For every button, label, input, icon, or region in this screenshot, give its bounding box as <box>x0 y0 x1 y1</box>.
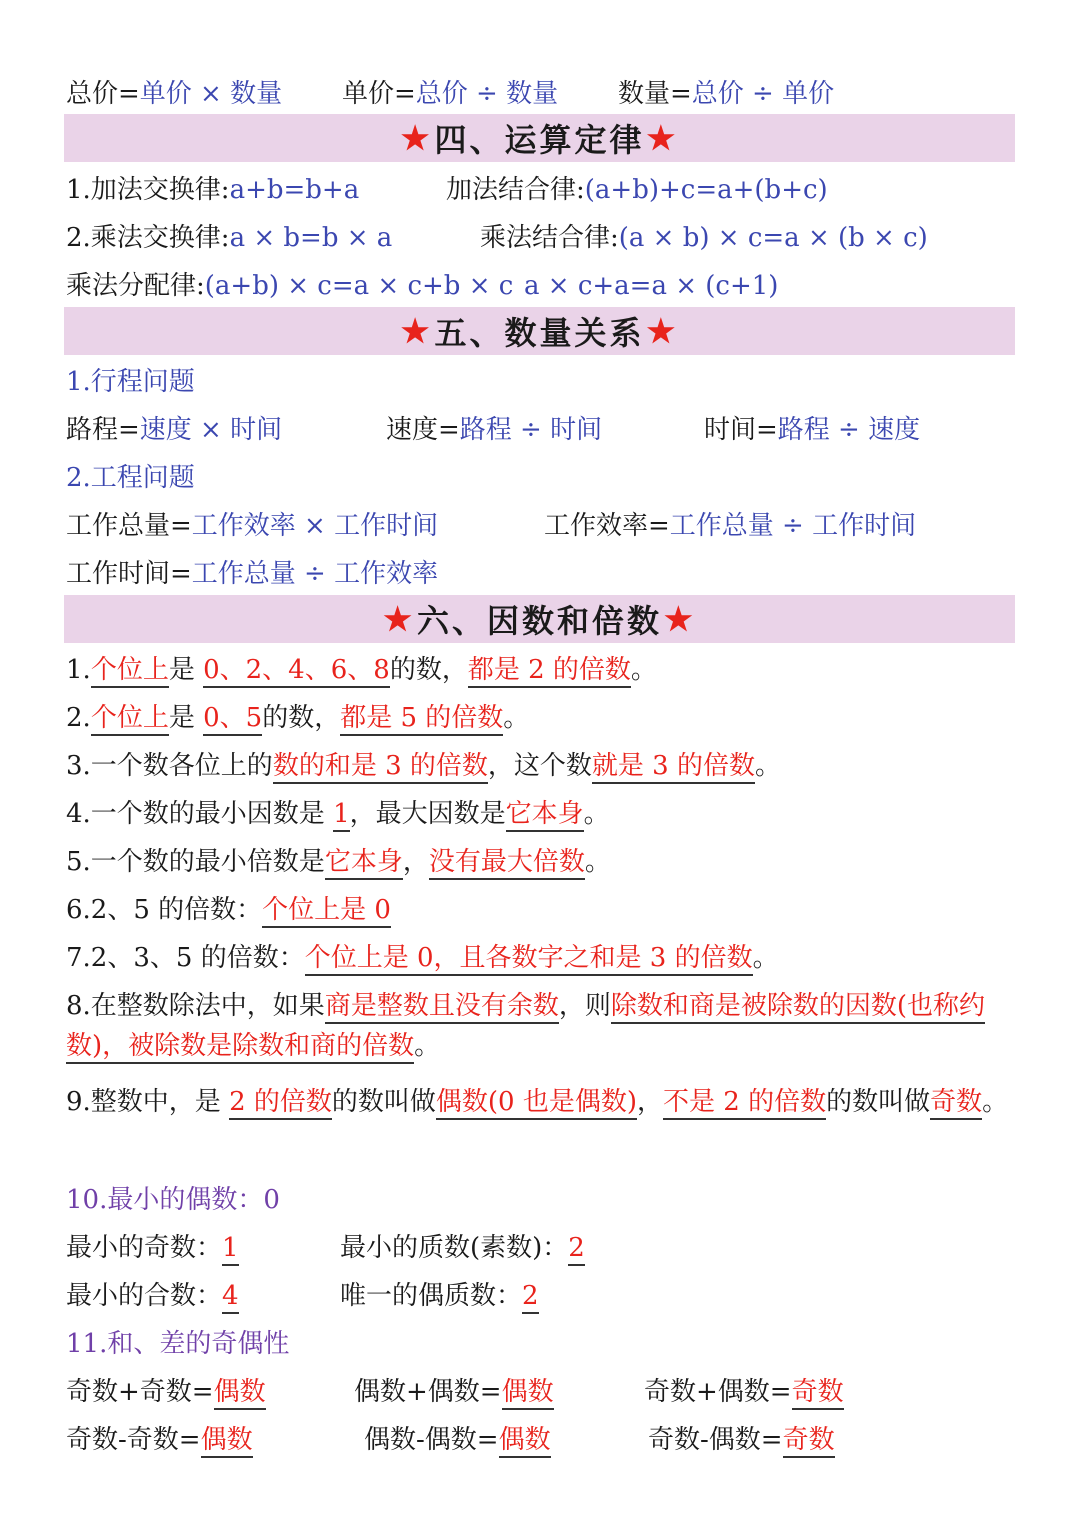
section-header-quantity-relations <box>64 307 1015 355</box>
item-text: 。 <box>583 799 610 829</box>
answer-blank: 没有最大倍数 <box>429 847 585 880</box>
answer-blank: 数的和是 3 的倍数 <box>273 751 488 784</box>
answer-blank: 除数和商是被除数的因数(也称约数)，被除数是除数和商的倍数 <box>66 991 985 1064</box>
parity-odd-plus-even: 奇数+偶数=奇数 <box>644 1372 844 1412</box>
formula-unit-price: 单价=总价 ÷ 数量 <box>342 79 559 109</box>
item-text: 是 <box>168 703 204 733</box>
formula-work-time: 工作时间=工作总量 ÷ 工作效率 <box>66 559 439 589</box>
section-title: 六、因数和倍数 <box>416 602 662 640</box>
answer-blank: 偶数(0 也是偶数) <box>436 1087 637 1120</box>
item-text: ，最大因数是 <box>349 799 506 829</box>
parity-even-plus-even: 偶数+偶数=偶数 <box>354 1372 554 1412</box>
item-text: 是 <box>168 655 204 685</box>
section-title: 四、运算定律 <box>434 121 645 159</box>
item-text: 。 <box>414 1031 441 1061</box>
star-icon: ★ <box>646 119 679 157</box>
formula-distance: 路程=速度 × 时间 <box>66 415 283 445</box>
section-header-factors-multiples <box>64 595 1015 643</box>
item-text: 的数， <box>389 655 468 685</box>
item-text: 。 <box>754 751 781 781</box>
min-prime: 最小的质数(素数)：2 <box>340 1228 585 1268</box>
item-text: 的数， <box>262 703 341 733</box>
min-composite: 最小的合数：4 <box>66 1276 239 1316</box>
star-icon: ★ <box>664 600 696 638</box>
answer-blank: 个位上是 0，且各数字之和是 3 的倍数 <box>305 943 753 976</box>
item-7 <box>66 938 1020 978</box>
item-text: 。 <box>752 943 779 973</box>
item-text: 1. <box>66 655 91 685</box>
only-even-prime: 唯一的偶质数：2 <box>340 1276 539 1316</box>
item-text: ，则 <box>558 991 611 1021</box>
answer-blank: 个位上 <box>91 703 169 736</box>
star-icon: ★ <box>400 312 433 350</box>
answer-blank: 不是 2 的倍数 <box>663 1087 826 1120</box>
answer-blank: 个位上 <box>91 655 169 688</box>
item-text: 3.一个数各位上的 <box>66 751 273 781</box>
item-text: 9.整数中，是 <box>66 1087 230 1117</box>
parity-even-minus-even: 偶数-偶数=偶数 <box>364 1420 551 1460</box>
item-1 <box>66 650 1020 690</box>
item-4 <box>66 794 1020 834</box>
distributive-law: 乘法分配律:(a+b) × c=a × c+b × c <box>66 271 514 301</box>
item-text: 2. <box>66 703 91 733</box>
formula-total-price: 总价=单价 × 数量 <box>66 79 283 109</box>
parity-odd-plus-odd: 奇数+奇数=偶数 <box>66 1372 266 1412</box>
min-odd: 最小的奇数：1 <box>66 1228 239 1268</box>
subheading-parity: 11.和、差的奇偶性 <box>66 1329 290 1359</box>
star-icon: ★ <box>400 119 433 157</box>
formula-time: 时间=路程 ÷ 速度 <box>704 415 921 445</box>
subheading-work: 2.工程问题 <box>66 463 195 493</box>
multiplication-associative: 乘法结合律:(a × b) × c=a × (b × c) <box>480 223 928 253</box>
item-6 <box>66 890 1020 930</box>
answer-blank: 都是 5 的倍数 <box>340 703 503 736</box>
star-icon: ★ <box>646 312 679 350</box>
item-text: 。 <box>503 703 530 733</box>
answer-blank: 奇数 <box>930 1087 982 1120</box>
item-8 <box>66 986 1020 1066</box>
item-text: 5.一个数的最小倍数是 <box>66 847 325 877</box>
formula-work-efficiency: 工作效率=工作总量 ÷ 工作时间 <box>544 511 917 541</box>
item-text: 。 <box>584 847 611 877</box>
answer-blank: 1 <box>333 799 350 832</box>
answer-blank: 个位上是 0 <box>262 895 391 928</box>
item-text: ， <box>402 847 429 877</box>
answer-blank: 0、2、4、6、8 <box>203 655 390 688</box>
addition-associative: 加法结合律:(a+b)+c=a+(b+c) <box>446 175 828 205</box>
item-text: 。 <box>982 1087 1009 1117</box>
item-text: 的数叫做 <box>331 1087 436 1117</box>
formula-speed: 速度=路程 ÷ 时间 <box>386 415 603 445</box>
item-text: 的数叫做 <box>826 1087 931 1117</box>
item-text: ， <box>637 1087 664 1117</box>
answer-blank: 都是 2 的倍数 <box>468 655 631 688</box>
item-3 <box>66 746 1020 786</box>
section-title: 五、数量关系 <box>434 314 645 352</box>
answer-blank: 它本身 <box>325 847 403 880</box>
item-5 <box>66 842 1020 882</box>
item-text: 。 <box>630 655 657 685</box>
item-text: 4.一个数的最小因数是 <box>66 799 334 829</box>
answer-blank: 它本身 <box>506 799 584 832</box>
item-text: 8.在整数除法中，如果 <box>66 991 325 1021</box>
item-text: ，这个数 <box>487 751 592 781</box>
answer-blank: 0、5 <box>203 703 262 736</box>
item-text: 7.2、3、5 的倍数： <box>66 943 305 973</box>
distributive-variant: a × c+a=a × (c+1) <box>524 271 779 301</box>
item-text: 6.2、5 的倍数： <box>66 895 263 925</box>
item-9 <box>66 1082 1020 1122</box>
answer-blank: 2 的倍数 <box>229 1087 332 1120</box>
parity-odd-minus-even: 奇数-偶数=奇数 <box>648 1420 835 1460</box>
item-2 <box>66 698 1020 738</box>
formula-work-total: 工作总量=工作效率 × 工作时间 <box>66 511 439 541</box>
parity-odd-minus-odd: 奇数-奇数=偶数 <box>66 1420 253 1460</box>
star-icon: ★ <box>383 600 415 638</box>
section-header-operation-laws <box>64 114 1015 162</box>
multiplication-commutative: 2.乘法交换律:a × b=b × a <box>66 223 393 253</box>
item-10: 10.最小的偶数：0 <box>66 1185 280 1215</box>
addition-commutative: 1.加法交换律:a+b=b+a <box>66 175 360 205</box>
answer-blank: 就是 3 的倍数 <box>592 751 755 784</box>
subheading-travel: 1.行程问题 <box>66 367 195 397</box>
formula-quantity: 数量=总价 ÷ 单价 <box>618 79 835 109</box>
answer-blank: 商是整数且没有余数 <box>325 991 559 1024</box>
